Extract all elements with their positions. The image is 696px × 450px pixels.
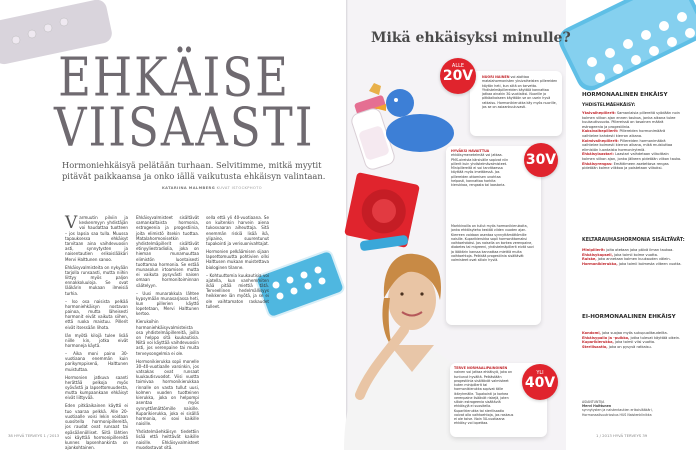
sidebar-entry: Kaksivaihepillerit: Pillereiden hormonimäärä vaihtelee kahdesti kierron aikana. <box>582 129 666 138</box>
age-badge-30 <box>524 143 558 177</box>
sidebar-subheading-progestin: KELTARAUHASHORMONIA SISÄLTÄVÄT: <box>582 238 685 243</box>
sidebar-entry: Ehkäisylaastari: Laastari vaihdetaan viikoittain kolmen viikon ajan, jonka jälkeen pidetään viikon tauko. <box>582 152 682 161</box>
sidebar-heading-non-hormonal: EI-HORMONAALINEN EHKÄISY <box>582 314 676 320</box>
badge-prefix: ALLE <box>451 63 465 69</box>
sidebar-entry: Kuparikierukka, joka toimii viisi vuotta. <box>582 340 656 345</box>
sidebar-entry: Ehkäisypallo ja -puikko, jotka tulevat käyttää oikein. <box>582 335 681 340</box>
age-badge-under-20 <box>440 58 476 94</box>
bubble-text-continued: Markkinoilla on tullut myös hormonikierukoita, jonka ehkäisyteho kestää viiden vuoden ajan. Kierreen voidaan asentaa synnyttämättömille naisille. Kuparikierukka sopii hormonittomaksi vaihtoehdoksi. Jos naisella on korkea verenpaine, diabetes tai migreeni, yhdistelmäpillerit eivät sovi ja lääkärin kanssa kannattaa miettiä muita vaihtoehtoja. Pelkkää progestiinia sisältävät valmisteet ovat silloin hyviä. <box>451 224 534 262</box>
credit-name: Mervi Halttunen <box>582 404 612 409</box>
sidebar-entry: Sterilisaatio, joka on pysyvä ratkaisu. <box>582 344 652 349</box>
paragraph: Kierukoihin hormoniehkäisyvalmisteista osa yhdistelmäpillereitä, joilla on helppo sitä kuukautisia. Niitä voi käyttää vaihdevuosiin asti, jos verenpaine tai muita terveysongelmia ei ole. <box>136 319 199 356</box>
byline-photo-credit: KUVAT ISTOCKPHOTO <box>216 186 262 190</box>
badge-prefix: YLI <box>536 370 544 376</box>
paragraph: – Iso osa naisista pelkää hormoniehkäisyn nostavan painoa, mutta läheisesti hormonit eivät vaikuta siihen, että ruoka maistuu. Pillerit eivät itsessään lihota. <box>65 298 128 330</box>
section-heading: Mikä ehkäisyksi minulle? <box>371 30 571 46</box>
age-badge-over-40 <box>522 364 558 400</box>
paragraph: Ehkäisyvalmisteita on nykyään tarjolla runsaasti, mutta niihin liittyy myös paljon ennakkoluuloja. Se ovat lääkärin mukaan ilmeisiä turhia. <box>65 264 128 296</box>
drop-cap: V <box>65 213 78 233</box>
info-bubble-under-20 <box>470 71 562 136</box>
paragraph: – Aika moni paino 30-vuotiaana enemmän kuin parikymppisenä, Halttunen muistuttaa. <box>65 351 128 372</box>
badge-age: 20V <box>442 68 474 84</box>
badge-age: 40V <box>524 375 556 391</box>
body-column-2 <box>136 215 199 450</box>
paragraph: – Kohtuuttomia kuukautisia voi ajatella, kun vanhemmiten ikää pitää miettiä tätä. Terveellinen hedelmällisyys heikkenee iän myötä, ja se ei ole vaihtamaton raskaudet tulleet. <box>206 272 269 309</box>
bubble-text: voi aloittaa matalahormonisten yksivaiheisten pillereiden käytön heti, kun siitä on tarvetta. Yhdistelmäpillereiden käyttöä kannattaa jatkaa ainakin 30-vuotiaiksi. Nuorille ja pitkäaikaiseen käyttöön se on usein hyvä ratkaisu. Hormonikierukka käy myös nuorille, jos se on asiaankuuluvasti. <box>482 75 558 109</box>
pill-blister-right-icon <box>554 0 696 95</box>
paragraph: Hormonien pelkäämisen sijaan lapsettomuutta pohtivien ollsi Halttusen mukaan muistettava biologinen tilanne. <box>206 249 269 270</box>
bubble-text-end: Noin 50-vuotiaana ehkäisy voi lopettaa. <box>454 417 505 426</box>
page-folio-right: 1 / 2013 HYVÄ TERVEYS 39 <box>596 433 648 438</box>
paragraph: – Uusi munarakkula lähtee kypsymään munasarjassa heti, kun pillerien käyttö lopetetaan, Mervi Halttunen kertoo. <box>136 290 199 317</box>
paragraph: Hormonien jatkuva saanti herättää pelkoja myös syövästä ja lapsettomuudesta, mutta kumpaankaan ehkäisyt eivät liittyvää. <box>65 374 128 401</box>
paragraph: Ehkäisyvalmisteet sisältävät samankaltaista hormonia, estrogeenia ja progestiinia, joita elimistö itsekin tuottaa. Matalahormonisetkin yhdistelmäpillerit sisältävät etinyyliestradiolia, joka on hieman munamuuttaa elimistön luontaisesti tuottamaa hormonia. Se estää munasolun irtoamisen mutta ei vaikuta pysyvästi naisen omaan hormonitoiminnan säätelyyn. <box>136 215 199 288</box>
paragraph: Iän myötä kilojä tulee lisää niille kin, jotka eivät hormoneja käytä. <box>65 332 128 349</box>
body-column-3 <box>206 215 269 312</box>
badge-age: 30V <box>525 152 557 168</box>
condom-pack-icon <box>344 172 420 248</box>
sidebar-entry: Kondomi, joka suojaa myös sukupuolitaudeilta. <box>582 331 668 335</box>
page-folio-left: 38 HYVÄ TERVEYS 1 / 2013 <box>8 433 60 438</box>
bubble-lead: TERVE NORMAALIPAINOINEN <box>454 366 508 370</box>
byline-author: KATARIINA MALMBERG <box>162 186 216 190</box>
sidebar-entry: Kolmivaihepillerit: Pillereiden hormonimäärä vaihtelee kolmesti kierron aikana, mikä muistuttaa elimistön luontaista hormonirytmiä. <box>582 138 673 152</box>
sidebar-heading-hormonal: HORMONAALINEN EHKÄISY <box>582 92 668 98</box>
bubble-text: ehkäisymenetelmää voi jatkaa. PMS-oireista kärsivälle sopivat niin pillerit kuin yhdistelmävalmisteet. Minipillereitä ei voi tarvittaessa käyttää myös imettäessä. Jos pillereiden ottamisen unohtaa helposti, kannattaa harkita kierukkaa, rengasta tai laastaria. <box>451 153 509 187</box>
sidebar-subheading-combined: YHDISTELMÄEHKÄISY: <box>582 103 636 108</box>
paragraph: Hormonikierukka sopii monelle 30–40-vuotiaalle varsinkin, jos vatsakas ovat runsaat kuukautisvuodot. Viisi vuotta toimivaa hormonikierukkaa rinnalle on vasta tullut uusi, kolmen vuoden tuotteinen kierukka, joka on helpompi asentaa myös synnyttämättömille naisille. Kuparikierukka, joka ei sisällä hormonia, ei sovi kaikille naisille. <box>136 358 199 427</box>
bubble-lead: HYVÄKSI HAVAITTUA <box>451 149 490 153</box>
sidebar-entry: Ehkäisykapseli, joka toimii kolme vuotta. <box>582 252 659 257</box>
paragraph: sella että yli 40-vuotiaana. Se on kuitenkin harvein aiena tukosvaaran aiheuttaja. Sitä enemmän riskiä lisää ikä, ylipaino, suurentunut tupakointi ja verisuonivahtajat. <box>206 215 269 247</box>
credit-role: synnytysten ja naistentautien erikoislääkäri, Hormonaalisuutrioskus HUS Naistenklinikka <box>582 408 653 417</box>
article-title-line1: EHKÄISE <box>58 46 290 109</box>
paragraph: armuutin pilviin ja keskenmyyn yhdistäjän voi haudattaa tuotteen – jos lapsia saa tulla. Muussa tapauksessa ehkäisyt tarvitaan aina vaihdevuosiin asti, synnytysten ja naisentautien erikoislääkäri Mervi Halttunen sanoo. <box>65 215 128 262</box>
credit-label: ASIANTUNTIJA <box>582 400 605 404</box>
paragraph: Eden pitkäaikainen käyttö ei tuo vaaraa pelkkä. Alle 20-vuotiaalle voisi lekin voidaan suositella hormonipillereitä, jos raudat ovat runsaat tai epäsäännölliset. Siitä lähtien voi käyttää hormonipillereitä kunnes lapsenhankinta on ajankohtainen. <box>65 403 128 450</box>
byline <box>162 186 262 190</box>
sidebar-list-progestin <box>582 248 682 266</box>
body-column-1 <box>65 215 128 450</box>
sidebar-entry: Ehkäisyrengas: Emättimeen asetettava rengas pidetään kolme viikkoa ja poistetaan viikoksi. <box>582 161 669 171</box>
sidebar-entry: Hormonikierukka, joka toimii kolmesta viiteen vuotta. <box>582 261 682 266</box>
sidebar-entry: Yksivaihepillerit: Samanlaisia pillereitä syödään noin kolmen viikon ajan ennen taukoa, jonka aikana tulee kuukautisvuoto. Pillereissä on tasainen määrä estrogeenia ja progestiinia. <box>582 111 680 129</box>
bubble-text: nainen voi jatkaa ehkäisyä, joka on tuntunut hyvältä. Pelkästään progestiinia sisältävät valmisteet kuten minipillerit tai hormonikierukka sopivat tälle ikäryhmälle. Tupakointi ja korkea verenpaine lisäävät riskejä, joten silloin estrogeenia sisältäviä ehkäisyjä ei suositella. Kuparikierukka tai sterilisaatio voivat olla vaihtoehtoja, jos raskaus ei ole toive. <box>454 370 514 421</box>
sidebar-list-combined <box>582 111 682 171</box>
expert-credit <box>582 400 682 417</box>
sidebar-entry: Minipillerit: joita otetaan joka päivä ilman taukoa. <box>582 248 674 252</box>
article-title-line2: VIISAASTI <box>54 96 315 159</box>
sidebar-list-non-hormonal <box>582 331 682 349</box>
sidebar-entry: Ruiske, joka annetaan kolmen kuukauden välein. <box>582 257 671 262</box>
bubble-lead: NUORI NAINEN <box>482 75 510 79</box>
paragraph: Yhdistelmäehkäisyn tiedettiin lisää että heittävät kaikille naisille. Ehkäisyvalmisteet muodostavat sitä. <box>136 429 199 450</box>
article-lede: Hormoniehkäisyä pelätään turhaan. Selvitimme, mitkä myytit pitävät paikkaansa ja onko iällä vaikutusta ehkäisyn valintaan. <box>62 160 326 181</box>
